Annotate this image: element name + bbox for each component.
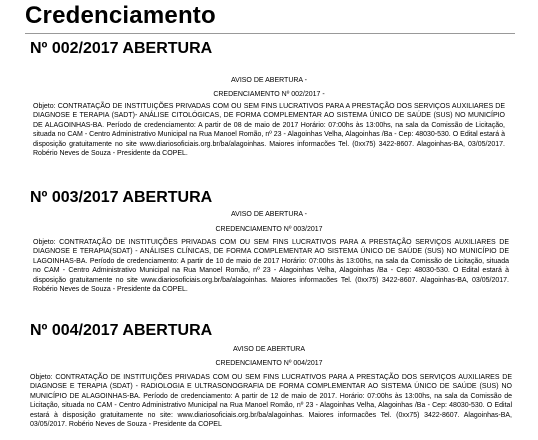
notice-heading-004: Nº 004/2017 ABERTURA [30,322,213,339]
notice-heading-002: Nº 002/2017 ABERTURA [30,40,213,57]
notice-aviso-002: AVISO DE ABERTURA - [231,77,307,84]
notice-body-003: Objeto: CONTRATAÇÃO DE INSTITUIÇÕES PRIVADAS COM OU SEM FINS LUCRATIVOS PARA A PRESTAÇÃO SERVIÇOS AUXILIARES DE DIAGNOSE E TERAPIA(SDAT) - ANÁLISES CLÍNICAS, DE FORMA COMPLEMENTAR AO SISTEMA ÚNICO DE SAÚDE (SUS) NO MUNICÍPIO DE LAGOINHAS-BA. Período de credenciamento: A partir de 10 de maio de 2017 Horário: 07:00hs às 13:00hs, na sala da Comissão de Licitação, situada no CAM - Centro Administrativo Municipal na Rua Manoel Romão, nº 23 - Alagoinhas Velha, Alagoinhas /Ba - Cep: 48030-530. O Edital estará à disposição gratuitamente no site www.diariosoficiais.org.br/ba/alagoinhas. Maiores informacões Tel. (0xx75) 3422-8607. Alagoinhas-BA, 03/05/2017. Robério Neves de Souza - Presidente da COPEL. [33,239,509,294]
page-title: Credenciamento [25,2,216,29]
notice-credenciamento-003: CREDENCIAMENTO Nº 003/2017 [215,226,323,233]
notice-body-004: Objeto: CONTRATAÇÃO DE INSTITUIÇÕES PRIVADAS COM OU SEM FINS LUCRATIVOS PARA A PRESTAÇÃO DOS SERVIÇOS AUXILIARES DE DIAGNOSE E TERAPIA (SDAT) - RADIOLOGIA E ULTRASONOGRAFIA DE FORMA COMPLEMENTAR AO SISTEMA ÚNICO DE SAÚDE (SUS) NO MUNICÍPIO DE ALAGOINHAS-BA. Período de credenciamento: A partir de 12 de maio de 2017. Horário: 07:00hs às 13:00hs, na sala da Comissão de Licitação, situada no CAM - Centro Administrativo Municipal na Rua Manoel Romão, nº 23 - Alagoinhas Velha, Alagoinhas /Ba - Cep: 48030-530. O Edital estará à disposição gratuitamente no site: www.diariosoficiais.org.br/ba/alagoinhas. Maiores informacões Tel. (0xx75) 3422-8607. Alagoinhas-BA, 03/05/2017. Robério Neves de Souza - Presidente da COPEL [30,374,512,429]
notice-credenciamento-002: CREDENCIAMENTO Nº 002/2017 - [213,91,325,98]
notice-aviso-004: AVISO DE ABERTURA [232,346,306,353]
notice-body-002: Objeto: CONTRATAÇÃO DE INSTITUIÇÕES PRIVADAS COM OU SEM FINS LUCRATIVOS PARA A PRESTAÇÃO DOS SERVIÇOS AUXILIARES DE DIAGNOSE E TERAPIA (SADT)- ANÁLISE CITOLÓGICAS, DE FORMA COMPLEMENTAR AO SISTEMA ÚNICO DE SAÚDE (SUS) NO MUNICÍPIO DE ALAGOINHAS-BA. Período de credenciamento: A partir de 08 de maio de 2017 Horário: 07:00hs às 13:00hs, na sala da Comissão de Licitação, situada no CAM - Centro Administrativo Municipal na Rua Manoel Romão, nº 23 - Alagoinhas Velha, Alagoinhas /Ba - Cep: 48030-530. O Edital estará à disposição gratuitamente no site www.diariosoficiais.org.br/ba/alagoinhas. Maiores informacões Tel. (0xx75) 3422-8607. Alagoinhas-BA, 03/05/2017. Robério Neves de Souza - Presidente da COPEL. [33,103,505,158]
title-divider [25,33,515,34]
notice-credenciamento-004: CREDENCIAMENTO Nº 004/2017 [215,360,323,367]
notice-heading-003: Nº 003/2017 ABERTURA [30,189,213,206]
notice-aviso-003: AVISO DE ABERTURA - [231,211,307,218]
